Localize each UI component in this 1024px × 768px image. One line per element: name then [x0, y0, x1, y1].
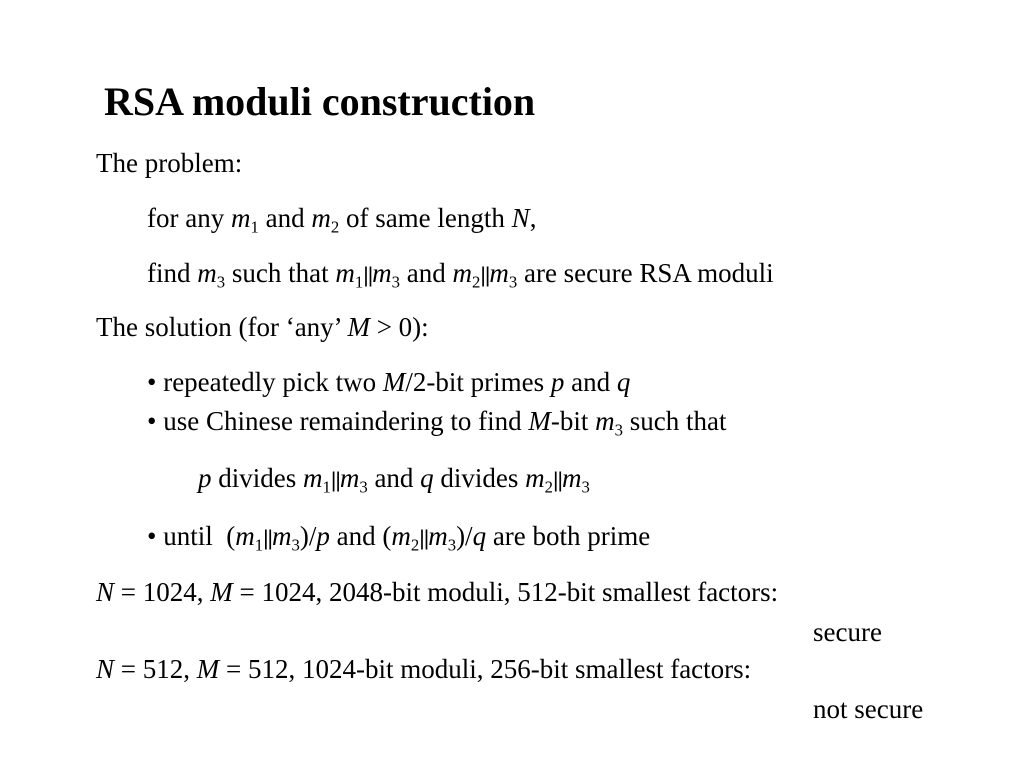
var-m: m [489, 258, 509, 288]
text: and [258, 203, 312, 233]
subscript: 3 [359, 477, 368, 497]
text: and [367, 463, 421, 493]
text: • repeatedly pick two [147, 367, 383, 397]
text: = 1024, [114, 577, 211, 607]
text: = 512, [114, 654, 197, 684]
concat-symbol: || [419, 527, 429, 550]
var-m: m [428, 521, 448, 551]
text: are secure RSA moduli [517, 258, 774, 288]
text: > 0): [369, 312, 429, 342]
var-m: m [372, 258, 392, 288]
text: such that [225, 258, 336, 288]
subscript: 3 [391, 272, 401, 292]
subscript: 2 [410, 535, 420, 555]
var-m: m [595, 406, 615, 436]
var-q: q [472, 521, 487, 551]
var-m-upper: M [196, 654, 220, 684]
slide-title: RSA moduli construction [104, 79, 536, 124]
text: divides [211, 463, 303, 493]
subscript: 3 [508, 272, 518, 292]
text: /2-bit primes [405, 367, 551, 397]
text: )/ [456, 521, 473, 551]
text: The solution (for ‘any’ [96, 312, 348, 342]
var-m: m [311, 203, 331, 233]
concat-symbol: || [330, 469, 340, 492]
text: for any [147, 203, 231, 233]
var-m: m [303, 463, 323, 493]
var-n: N [96, 577, 115, 607]
var-p: p [550, 367, 565, 397]
text: • use Chinese remaindering to find [147, 406, 529, 436]
problem-line-1 [147, 202, 537, 237]
subscript: 2 [472, 272, 481, 292]
var-m: m [335, 258, 355, 288]
text: such that [623, 406, 727, 436]
concat-symbol: || [263, 527, 273, 550]
subscript: 2 [330, 217, 340, 237]
solution-bullet-1 [147, 366, 630, 398]
var-n: N [96, 654, 115, 684]
subscript: 3 [216, 272, 226, 292]
solution-heading [96, 311, 429, 343]
subscript: 3 [614, 420, 623, 440]
var-m: m [230, 203, 251, 233]
text: divides [433, 463, 526, 493]
subscript: 3 [447, 535, 457, 555]
subscript: 1 [254, 535, 264, 555]
var-p: p [198, 463, 212, 493]
var-p: p [316, 521, 330, 551]
text: and ( [329, 521, 392, 551]
text: and [400, 258, 453, 288]
var-m: m [452, 258, 473, 288]
problem-heading: The problem: [96, 148, 243, 178]
var-m-upper: M [210, 577, 233, 607]
var-m: m [272, 521, 292, 551]
var-m: m [339, 463, 360, 493]
concat-symbol: || [553, 469, 562, 492]
result-1024-verdict: secure [813, 617, 882, 647]
text: • until ( [147, 521, 236, 551]
var-m-upper: M [382, 367, 406, 397]
text: of same length [339, 203, 512, 233]
problem-line-2 [147, 257, 774, 292]
text: = 1024, 2048-bit moduli, 512-bit smallest factors: [232, 577, 779, 607]
var-n: N [511, 203, 530, 233]
concat-symbol: || [480, 264, 490, 287]
subscript: 3 [581, 477, 590, 497]
text: , [529, 203, 537, 233]
result-1024 [96, 576, 778, 608]
text: find [147, 258, 198, 288]
subscript: 2 [544, 477, 554, 497]
result-512-verdict: not secure [813, 694, 924, 724]
var-m: m [235, 521, 255, 551]
text: are both prime [486, 521, 651, 551]
subscript: 1 [322, 477, 331, 497]
concat-symbol: || [363, 264, 373, 287]
subscript: 1 [354, 272, 364, 292]
text: -bit [550, 406, 596, 436]
var-q: q [616, 367, 631, 397]
solution-bullet-3 [147, 520, 651, 555]
subscript: 1 [250, 217, 259, 237]
var-m: m [391, 521, 411, 551]
var-m: m [197, 258, 217, 288]
text: = 512, 1024-bit moduli, 256-bit smallest factors: [219, 654, 752, 684]
text: and [564, 367, 617, 397]
solution-sub-line [198, 462, 590, 497]
subscript: 3 [291, 535, 300, 555]
var-m: m [525, 463, 545, 493]
result-512 [96, 653, 751, 685]
solution-bullet-2 [147, 405, 727, 440]
var-m: m [561, 463, 582, 493]
var-m-upper: M [347, 312, 370, 342]
var-m-upper: M [528, 406, 551, 436]
var-q: q [420, 463, 434, 493]
text: )/ [299, 521, 317, 551]
